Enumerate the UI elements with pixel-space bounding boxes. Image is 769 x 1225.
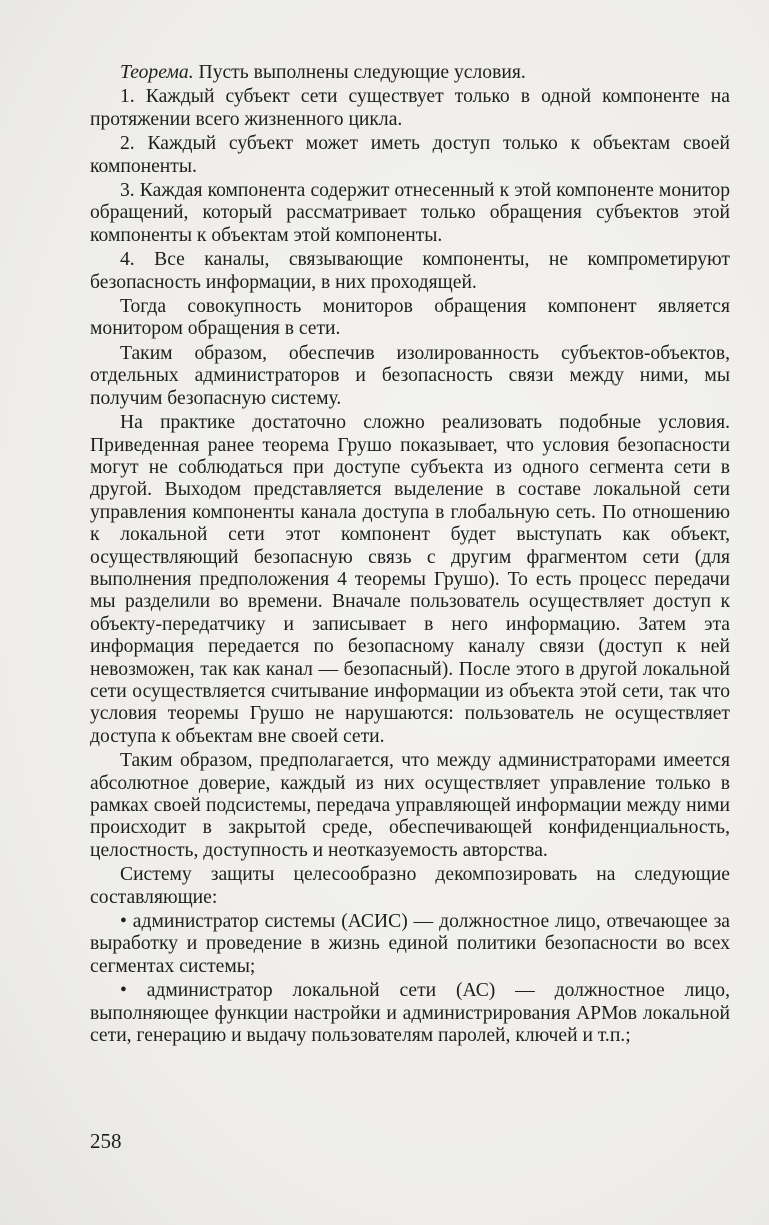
theorem-intro: Пусть выполнены следующие условия. [193,62,526,83]
condition-2: 2. Каждый субъект может иметь доступ только к объектам своей компоненты. [90,133,730,177]
paragraph-trust: Таким образом, предполагается, что между администраторами имеется абсолютное доверие, каждый из них осуществляет управление только в рамках своей подсистемы, передача управляющей информации между ними происходит в закрытой среде, обеспечивающей конфиденциальность, целостность, доступность и неотказуемость авторства. [90,750,730,861]
theorem-paragraph [90,62,730,84]
bullet-system-admin: • администратор системы (АСИС) — должностное лицо, отвечающее за выработку и проведение в жизнь единой политики безопасности во всех сегментах системы; [90,911,730,977]
condition-1: 1. Каждый субъект сети существует только в одной компоненте на протяжении всего жизненного цикла. [90,86,730,130]
paragraph-summary: Таким образом, обеспечив изолированность субъектов-объектов, отдельных администраторов и безопасность связи между ними, мы получим безопасную систему. [90,342,730,409]
page-number: 258 [90,1129,122,1153]
body-text [90,62,730,1049]
bullet-lan-admin: • администратор локальной сети (АС) — должностное лицо, выполняющее функции настройки и администрирования АРМов локальной сети, генерацию и выдачу пользователям паролей, ключей и т.п.; [90,980,730,1047]
condition-4: 4. Все каналы, связывающие компоненты, не компрометируют безопасность информации, в них проходящей. [90,249,730,293]
paragraph-practice: На практике достаточно сложно реализовать подобные условия. Приведенная ранее теорема Грушо показывает, что условия безопасности могут не соблюдаться при доступе субъекта из одного сегмента сети в другой. Выходом представляется выделение в составе локальной сети управления компоненты канала доступа в глобальную сеть. По отношению к локальной сети этот компонент будет выступать как объект, осуществляющий безопасную связь с другим фрагментом сети (для выполнения предположения 4 теоремы Грушо). То есть процесс передачи мы разделили во времени. Вначале пользователь осуществляет доступ к объекту-передатчику и записывает в него информацию. Затем эта информация передается по безопасному каналу связи (доступ к ней невозможен, так как канал — безопасный). После этого в другой локальной сети осуществляется считывание информации из объекта этой сети, так что условия теоремы Грушо не нарушаются: пользователь не осуществляет доступа к объектам вне своей сети. [90,412,730,747]
theorem-conclusion: Тогда совокупность мониторов обращения компонент является монитором обращения в сети. [90,296,730,340]
condition-3: 3. Каждая компонента содержит отнесенный к этой компоненте монитор обращений, который рассматривает только обращения субъектов этой компоненты к объектам этой компоненты. [90,180,730,246]
theorem-label: Теорема. [120,62,194,83]
paragraph-decomposition: Систему защиты целесообразно декомпозировать на следующие составляющие: [90,864,730,908]
